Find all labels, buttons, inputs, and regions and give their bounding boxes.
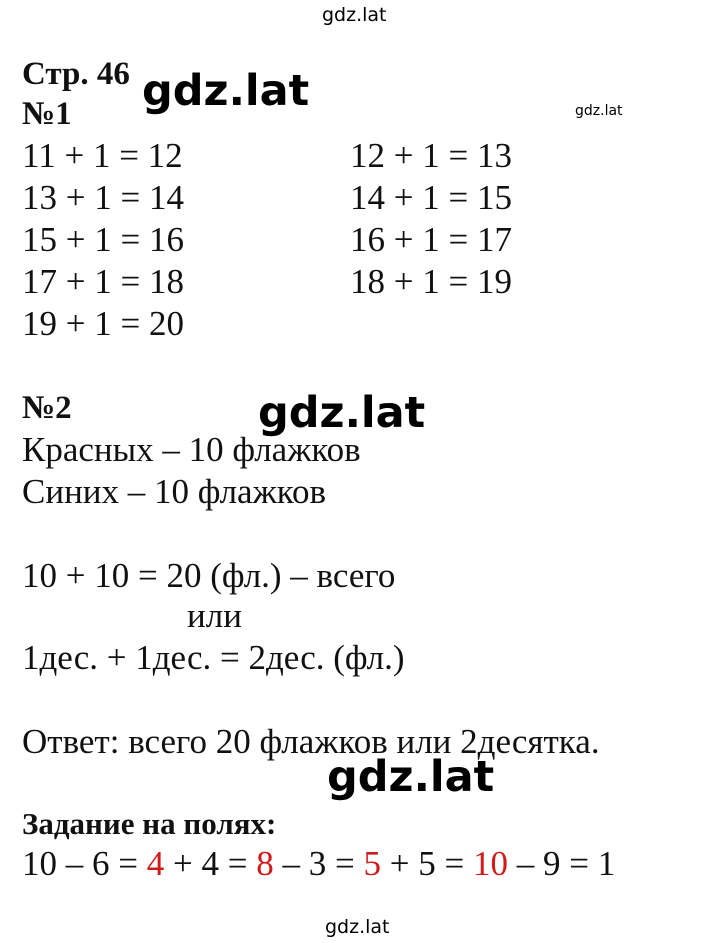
chain-result: 4 xyxy=(146,844,165,883)
chain-result: 10 xyxy=(472,844,508,883)
equation: 17 + 1 = 18 xyxy=(22,262,184,301)
margin-task-heading: Задание на полях: xyxy=(22,806,277,841)
text-line: Синих – 10 флажков xyxy=(22,472,327,511)
watermark-large: gdz.lat xyxy=(327,752,495,802)
equation: 11 + 1 = 12 xyxy=(22,136,183,175)
chain-result: 5 xyxy=(363,844,381,883)
margin-task-chain xyxy=(22,846,615,881)
chain-part: + 4 = xyxy=(164,844,257,883)
equation: 12 + 1 = 13 xyxy=(350,136,512,175)
task2-heading: №2 xyxy=(22,390,72,426)
watermark-large: gdz.lat xyxy=(258,388,426,438)
equation: 1дес. + 1дес. = 2дес. (фл.) xyxy=(22,638,405,677)
watermark-bottom: gdz.lat xyxy=(325,916,390,938)
equation: 13 + 1 = 14 xyxy=(22,178,184,217)
equation: 18 + 1 = 19 xyxy=(350,262,512,301)
watermark-large: gdz.lat xyxy=(142,66,310,116)
equation: 15 + 1 = 16 xyxy=(22,220,184,259)
chain-result: 8 xyxy=(256,844,274,883)
chain-part: + 5 = xyxy=(380,844,473,883)
text-line: или xyxy=(187,596,242,635)
equation: 19 + 1 = 20 xyxy=(22,304,184,343)
watermark-top: gdz.lat xyxy=(322,4,387,26)
chain-part: – 9 = 1 xyxy=(507,844,616,883)
equation: 14 + 1 = 15 xyxy=(350,178,512,217)
equation: 16 + 1 = 17 xyxy=(350,220,512,259)
chain-part: 10 – 6 = xyxy=(22,844,147,883)
watermark-side: gdz.lat xyxy=(575,103,623,119)
chain-part: – 3 = xyxy=(273,844,364,883)
answer-line: Ответ: всего 20 флажков или 2десятка. xyxy=(22,722,600,761)
equation: 10 + 10 = 20 (фл.) – всего xyxy=(22,556,396,595)
task1-heading: №1 xyxy=(22,96,72,132)
text-line: Красных – 10 флажков xyxy=(22,430,361,469)
page-heading: Стр. 46 xyxy=(22,56,130,92)
